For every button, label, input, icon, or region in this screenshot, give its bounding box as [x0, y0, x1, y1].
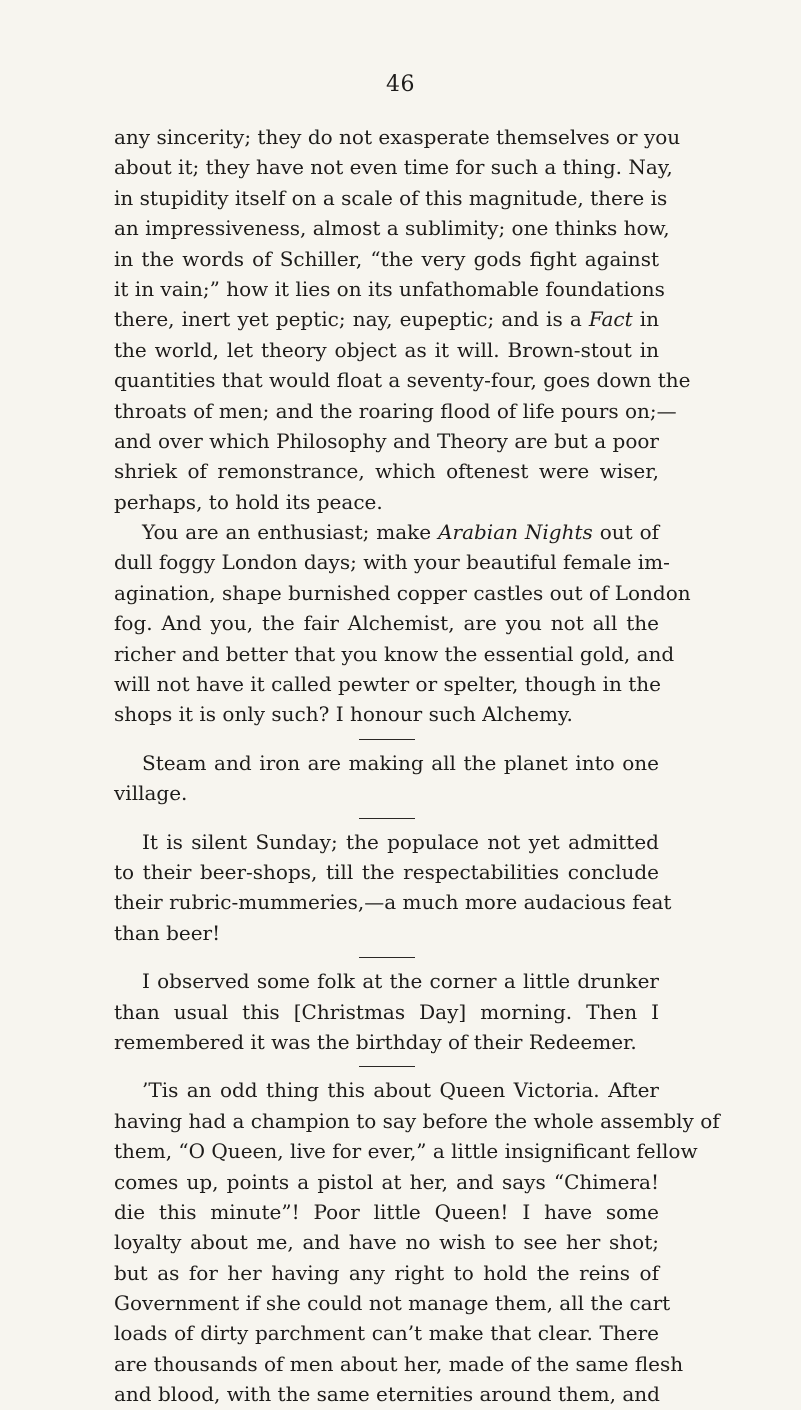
section-divider: [359, 957, 415, 958]
section-divider: [359, 818, 415, 819]
text-line: Government if she could not manage them, all the cart: [114, 1291, 671, 1316]
paragraph-christmas: [114, 966, 659, 1057]
italic-word-fact: Fact: [588, 307, 633, 332]
text-line: dull foggy London days; with your beautiful female im-: [114, 550, 670, 575]
paragraph-steam: [114, 748, 659, 809]
text-line: richer and better that you know the essential gold, and: [114, 641, 675, 666]
text-line: having had a champion to say before the whole assembly of: [114, 1108, 720, 1133]
text-line: fog. And you, the fair Alchemist, are you not all the: [114, 611, 659, 636]
text-line: loads of dirty parchment can’t make that clear. There: [114, 1321, 659, 1346]
text-line: shops it is only such? I honour such Alchemy.: [114, 702, 573, 727]
text-line: in the words of Schiller, “the very gods fight against: [114, 246, 659, 271]
text-line: to their beer-shops, till the respectabilities conclude: [114, 859, 659, 884]
text-line: comes up, points a pistol at her, and says “Chimera!: [114, 1169, 659, 1194]
text-line: will not have it called pewter or spelter, though in the: [114, 672, 662, 697]
text-line: than beer!: [114, 920, 221, 945]
text-line: I observed some folk at the corner a little drunker: [142, 969, 659, 994]
section-divider: [359, 1066, 415, 1067]
page-number: 46: [386, 72, 415, 97]
italic-title-arabian-nights: Arabian Nights: [438, 520, 593, 545]
text-segment: You are an enthusiast; make: [142, 520, 432, 545]
text-line: loyalty about me, and have no wish to see her shot;: [114, 1230, 659, 1255]
text-line: and over which Philosophy and Theory are but a poor: [114, 428, 659, 453]
text-line: It is silent Sunday; the populace not yet admitted: [142, 829, 659, 854]
text-line: but as for her having any right to hold the reins of: [114, 1260, 659, 1285]
text-line: are thousands of men about her, made of the same flesh: [114, 1351, 684, 1376]
text-line: an impressiveness, almost a sublimity; one thinks how,: [114, 216, 670, 241]
text-line: ’Tis an odd thing this about Queen Victoria. After: [142, 1078, 659, 1103]
text-line: remembered it was the birthday of their Redeemer.: [114, 1029, 637, 1054]
text-line: the world, let theory object as it will. Brown-stout in: [114, 337, 659, 362]
paragraph-sincerity: [114, 122, 691, 517]
text-line: it in vain;” how it lies on its unfathomable foundations: [114, 276, 665, 301]
section-divider: [359, 739, 415, 740]
text-line: Steam and iron are making all the planet into one: [142, 750, 659, 775]
text-line: agination, shape burnished copper castles out of London: [114, 580, 691, 605]
text-line: [114, 517, 659, 547]
text-segment: out of: [599, 520, 660, 545]
text-segment: in: [639, 307, 660, 332]
text-line: them, “O Queen, live for ever,” a little insignificant fellow: [114, 1139, 698, 1164]
text-line: than usual this [Christmas Day] morning. Then I: [114, 999, 659, 1024]
paragraph-sunday: [114, 827, 672, 949]
text-line: village.: [114, 781, 188, 806]
text-segment: there, inert yet peptic; nay, eupeptic; and is a: [114, 307, 582, 332]
text-line: any sincerity; they do not exasperate themselves or you: [114, 125, 681, 149]
text-line: their rubric-mummeries,—a much more audacious feat: [114, 890, 672, 915]
text-line: in stupidity itself on a scale of this magnitude, there is: [114, 185, 668, 210]
text-line: throats of men; and the roaring flood of life pours on;—: [114, 398, 677, 423]
text-line: about it; they have not even time for such a thing. Nay,: [114, 155, 673, 180]
paragraph-enthusiast: [114, 517, 691, 730]
paragraph-queen-victoria: [114, 1075, 720, 1409]
text-line: and blood, with the same eternities around them, and: [114, 1382, 660, 1407]
body-text: [114, 122, 720, 1410]
text-line: [114, 304, 659, 334]
text-line: shriek of remonstrance, which oftenest were wiser,: [114, 459, 659, 484]
text-line: perhaps, to hold its peace.: [114, 489, 383, 514]
text-line: die this minute”! Poor little Queen! I have some: [114, 1199, 659, 1224]
text-line: quantities that would float a seventy-four, goes down the: [114, 368, 691, 393]
